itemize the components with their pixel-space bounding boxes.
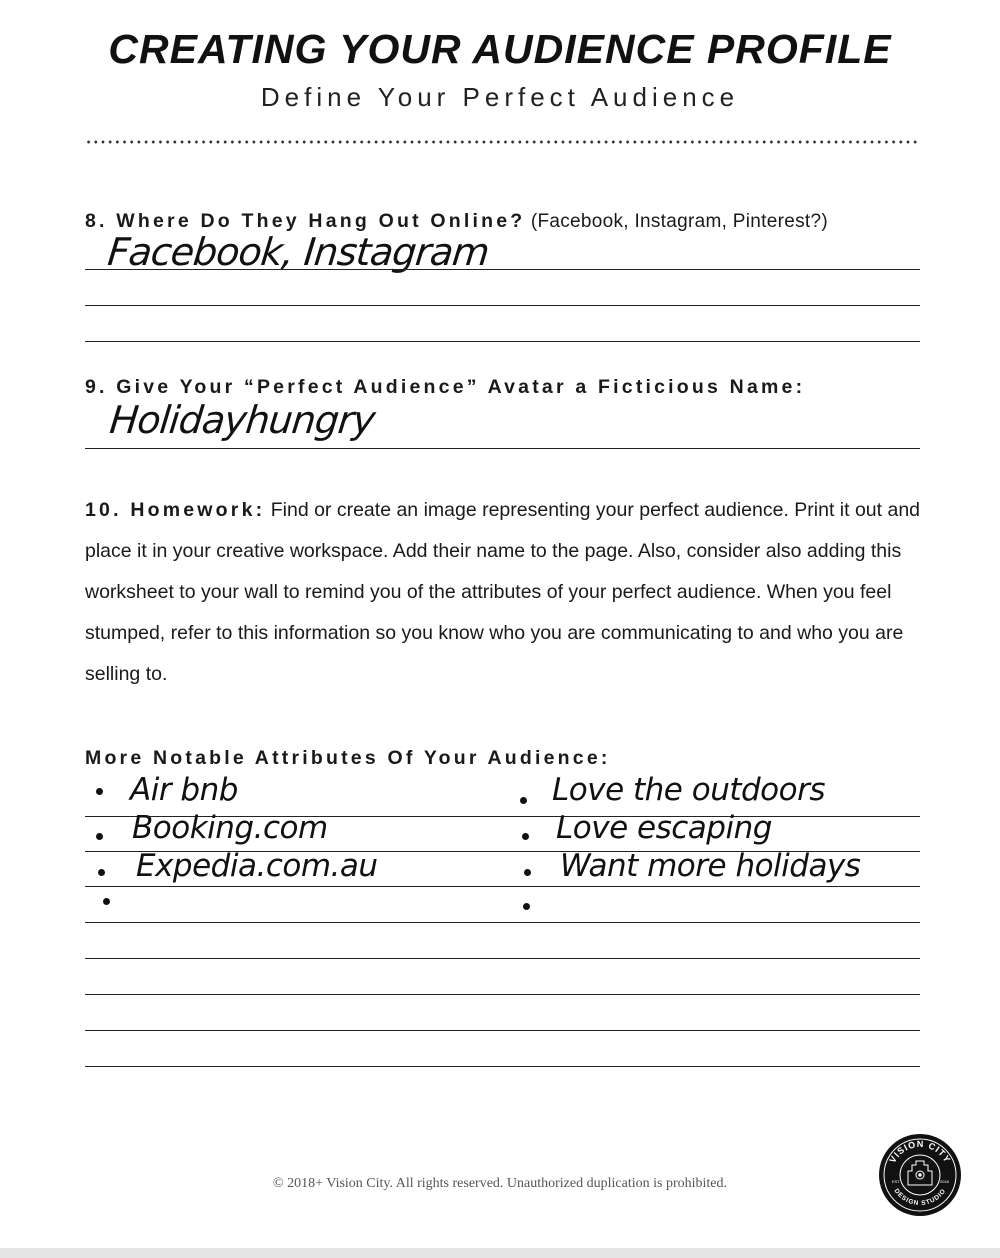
page-subtitle: Define Your Perfect Audience <box>260 82 740 112</box>
attributes-heading <box>85 747 611 770</box>
question-9 <box>85 376 805 399</box>
svg-text:VISION CITY: VISION CITY <box>887 1138 953 1165</box>
attribute-right-1[interactable]: Love the outdoors <box>552 772 826 808</box>
vision-city-logo <box>878 1133 962 1217</box>
question-8-label: 8. Where Do They Hang Out Online? <box>85 210 526 232</box>
bullet-icon <box>522 833 529 840</box>
answer-line <box>85 922 920 923</box>
bullet-icon <box>520 797 527 804</box>
question-8-hint: (Facebook, Instagram, Pinterest?) <box>530 211 828 232</box>
bullet-icon <box>98 869 105 876</box>
bullet-icon <box>96 833 103 840</box>
attribute-right-2[interactable]: Love escaping <box>556 810 772 846</box>
attributes-label: More Notable Attributes Of Your Audience: <box>85 747 611 769</box>
question-10-text: Find or create an image representing your perfect audience. Print it out and place it in your creative workspace. Add their name to the page. Also, consider also adding this worksheet to your wall to remind you of the attributes of your perfect audience. When you feel stumped, refer to this information so you know who you are communicating to and who you are selling to. <box>85 499 921 685</box>
attribute-left-2[interactable]: Booking.com <box>132 810 328 846</box>
bullet-icon <box>523 903 530 910</box>
attribute-right-3[interactable]: Want more holidays <box>560 848 861 884</box>
answer-line <box>85 994 920 995</box>
attribute-left-3[interactable]: Expedia.com.au <box>136 848 378 884</box>
svg-text:2018: 2018 <box>940 1179 949 1184</box>
answer-line <box>85 886 920 887</box>
bottom-bar <box>0 1248 1000 1258</box>
bullet-icon <box>96 788 103 795</box>
attribute-left-1[interactable]: Air bnb <box>130 772 238 808</box>
bullet-icon <box>524 869 531 876</box>
answer-line <box>85 1030 920 1031</box>
dotted-divider <box>85 140 920 144</box>
question-9-label: 9. Give Your “Perfect Audience” Avatar a Ficticious Name: <box>85 376 806 398</box>
question-10 <box>85 490 925 695</box>
answer-line <box>85 305 920 306</box>
answer-line <box>85 341 920 342</box>
answer-line <box>85 1066 920 1067</box>
svg-text:DESIGN STUDIO: DESIGN STUDIO <box>892 1187 948 1208</box>
page-title: CREATING YOUR AUDIENCE PROFILE <box>108 26 892 72</box>
svg-text:EST: EST <box>892 1179 900 1184</box>
question-8-answer[interactable]: Facebook, Instagram <box>105 230 491 274</box>
question-9-answer[interactable]: Holidayhungry <box>107 398 377 442</box>
answer-line <box>85 448 920 449</box>
copyright-notice: © 2018+ Vision City. All rights reserved. Unauthorized duplication is prohibited. <box>273 1176 727 1191</box>
bullet-icon <box>103 898 110 905</box>
question-10-label: 10. Homework: <box>85 499 266 521</box>
answer-line <box>85 269 920 270</box>
answer-line <box>85 958 920 959</box>
